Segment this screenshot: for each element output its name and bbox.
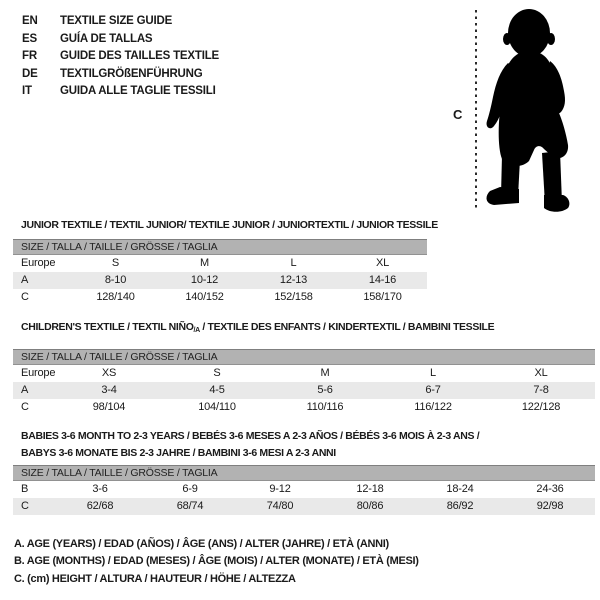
- babies-textile-section: [13, 428, 595, 515]
- table-cell: 158/170: [363, 291, 402, 303]
- table-cell: 3-6: [92, 483, 108, 495]
- language-row: [22, 31, 219, 49]
- row-label: A: [21, 384, 29, 396]
- table-row: [13, 289, 427, 306]
- table-cell: 122/128: [521, 401, 561, 413]
- table-cell: 18-24: [446, 483, 474, 495]
- section-title-line: [21, 219, 438, 232]
- children-section-title: [13, 321, 595, 337]
- table-cell: 3-4: [101, 384, 117, 396]
- language-title-block: [22, 13, 219, 101]
- table-cell: 98/104: [92, 401, 126, 413]
- language-row: [22, 13, 219, 31]
- height-dotted-line: [475, 10, 477, 208]
- table-cell: S: [111, 257, 120, 269]
- babies-size-table: [13, 465, 595, 515]
- table-cell: 9-12: [269, 483, 291, 495]
- section-title-line: [21, 428, 595, 445]
- section-title-text: / TEXTILE DES ENFANTS / KINDERTEXTIL / BAMBINI TESSILE: [199, 321, 495, 333]
- section-title-text: /A: [193, 327, 200, 334]
- table-cell: L: [430, 367, 436, 379]
- size-header-row: SIZE / TALLA / TAILLE / GRÖSSE / TAGLIA: [13, 465, 595, 481]
- table-cell: 86/92: [446, 500, 474, 512]
- legend-block: [14, 536, 419, 588]
- table-cell: 152/158: [274, 291, 313, 303]
- table-cell: XL: [534, 367, 548, 379]
- table-cell: S: [213, 367, 221, 379]
- language-code: ES: [22, 32, 37, 45]
- table-cell: 140/152: [185, 291, 224, 303]
- row-label: C: [21, 291, 29, 303]
- table-cell: 80/86: [356, 500, 384, 512]
- legend-line-b: B. AGE (MONTHS) / EDAD (MESES) / ÂGE (MOIS) / ALTER (MONATE) / ETÀ (MESI): [14, 555, 419, 568]
- language-row: [22, 48, 219, 66]
- table-cell: 128/140: [96, 291, 135, 303]
- height-c-label: C: [453, 107, 463, 122]
- row-label: C: [21, 401, 29, 413]
- children-size-table: [13, 349, 595, 416]
- language-code: EN: [22, 15, 38, 27]
- table-cell: 12-13: [279, 274, 308, 286]
- language-code: DE: [22, 67, 38, 80]
- table-cell: 10-12: [190, 274, 219, 286]
- language-label: TEXTILE SIZE GUIDE: [60, 15, 173, 27]
- language-label: GUÍA DE TALLAS: [60, 32, 153, 45]
- baby-silhouette-icon: [484, 5, 598, 217]
- legend-line-c: C. (cm) HEIGHT / ALTURA / HAUTEUR / HÖHE / ALTEZZA: [14, 572, 296, 585]
- table-row: [13, 498, 595, 515]
- table-cell: 62/68: [86, 500, 114, 512]
- table-cell: XL: [375, 257, 390, 269]
- section-title-text: JUNIOR TEXTILE / TEXTIL JUNIOR/ TEXTILE JUNIOR / JUNIORTEXTIL / JUNIOR TESSILE: [21, 219, 438, 231]
- table-cell: 116/122: [414, 401, 452, 413]
- language-code: FR: [22, 50, 37, 63]
- junior-textile-section: [13, 219, 438, 306]
- table-row: [13, 255, 427, 272]
- row-label: Europe: [21, 367, 56, 379]
- language-label: GUIDE DES TAILLES TEXTILE: [60, 50, 219, 63]
- legend-line-a: A. AGE (YEARS) / EDAD (AÑOS) / ÂGE (ANS) / ALTER (JAHRE) / ETÀ (ANNI): [14, 538, 389, 550]
- table-cell: 74/80: [266, 500, 294, 512]
- size-header-row: SIZE / TALLA / TAILLE / GRÖSSE / TAGLIA: [13, 239, 427, 255]
- language-row: [22, 66, 219, 84]
- language-label: GUIDA ALLE TAGLIE TESSILI: [60, 85, 216, 98]
- language-label: TEXTILGRÖßENFÜHRUNG: [60, 67, 203, 80]
- children-textile-section: [13, 321, 595, 416]
- table-row: [13, 481, 595, 498]
- section-title-text: BABYS 3-6 MONATE BIS 2-3 JAHRE / BAMBINI 3-6 MESI A 2-3 ANNI: [21, 447, 336, 459]
- language-row: [22, 83, 219, 101]
- language-code: IT: [22, 85, 32, 98]
- row-label: B: [21, 483, 29, 495]
- section-title-line: [21, 321, 595, 337]
- size-header-row: SIZE / TALLA / TAILLE / GRÖSSE / TAGLIA: [13, 349, 595, 365]
- table-row: [13, 382, 595, 399]
- table-cell: XS: [101, 367, 117, 379]
- table-cell: 104/110: [198, 401, 236, 413]
- table-cell: 14-16: [368, 274, 397, 286]
- table-row: [13, 365, 595, 382]
- section-title-line: [21, 445, 595, 462]
- babies-section-title: [13, 428, 595, 462]
- table-cell: 4-5: [209, 384, 225, 396]
- section-title-text: CHILDREN'S TEXTILE / TEXTIL NIÑO: [21, 321, 194, 333]
- table-cell: 68/74: [176, 500, 204, 512]
- table-row: [13, 399, 595, 416]
- table-cell: 110/116: [306, 401, 344, 413]
- junior-size-table: [13, 239, 427, 306]
- table-cell: 92/98: [536, 500, 564, 512]
- table-cell: 5-6: [317, 384, 333, 396]
- table-cell: M: [200, 257, 209, 269]
- table-cell: M: [320, 367, 330, 379]
- table-cell: 7-8: [533, 384, 549, 396]
- row-label: C: [21, 500, 29, 512]
- row-label: A: [21, 274, 29, 286]
- row-label: Europe: [21, 257, 56, 269]
- section-title-text: BABIES 3-6 MONTH TO 2-3 YEARS / BEBÉS 3-6 MESES A 2-3 AÑOS / BÉBÉS 3-6 MOIS À 2-3 ANS /: [21, 430, 480, 442]
- table-cell: 6-9: [182, 483, 198, 495]
- junior-section-title: [13, 219, 438, 232]
- table-row: [13, 272, 427, 289]
- table-cell: 24-36: [536, 483, 564, 495]
- table-cell: 6-7: [425, 384, 441, 396]
- table-cell: 12-18: [356, 483, 384, 495]
- table-cell: 8-10: [104, 274, 127, 286]
- table-cell: L: [290, 257, 297, 269]
